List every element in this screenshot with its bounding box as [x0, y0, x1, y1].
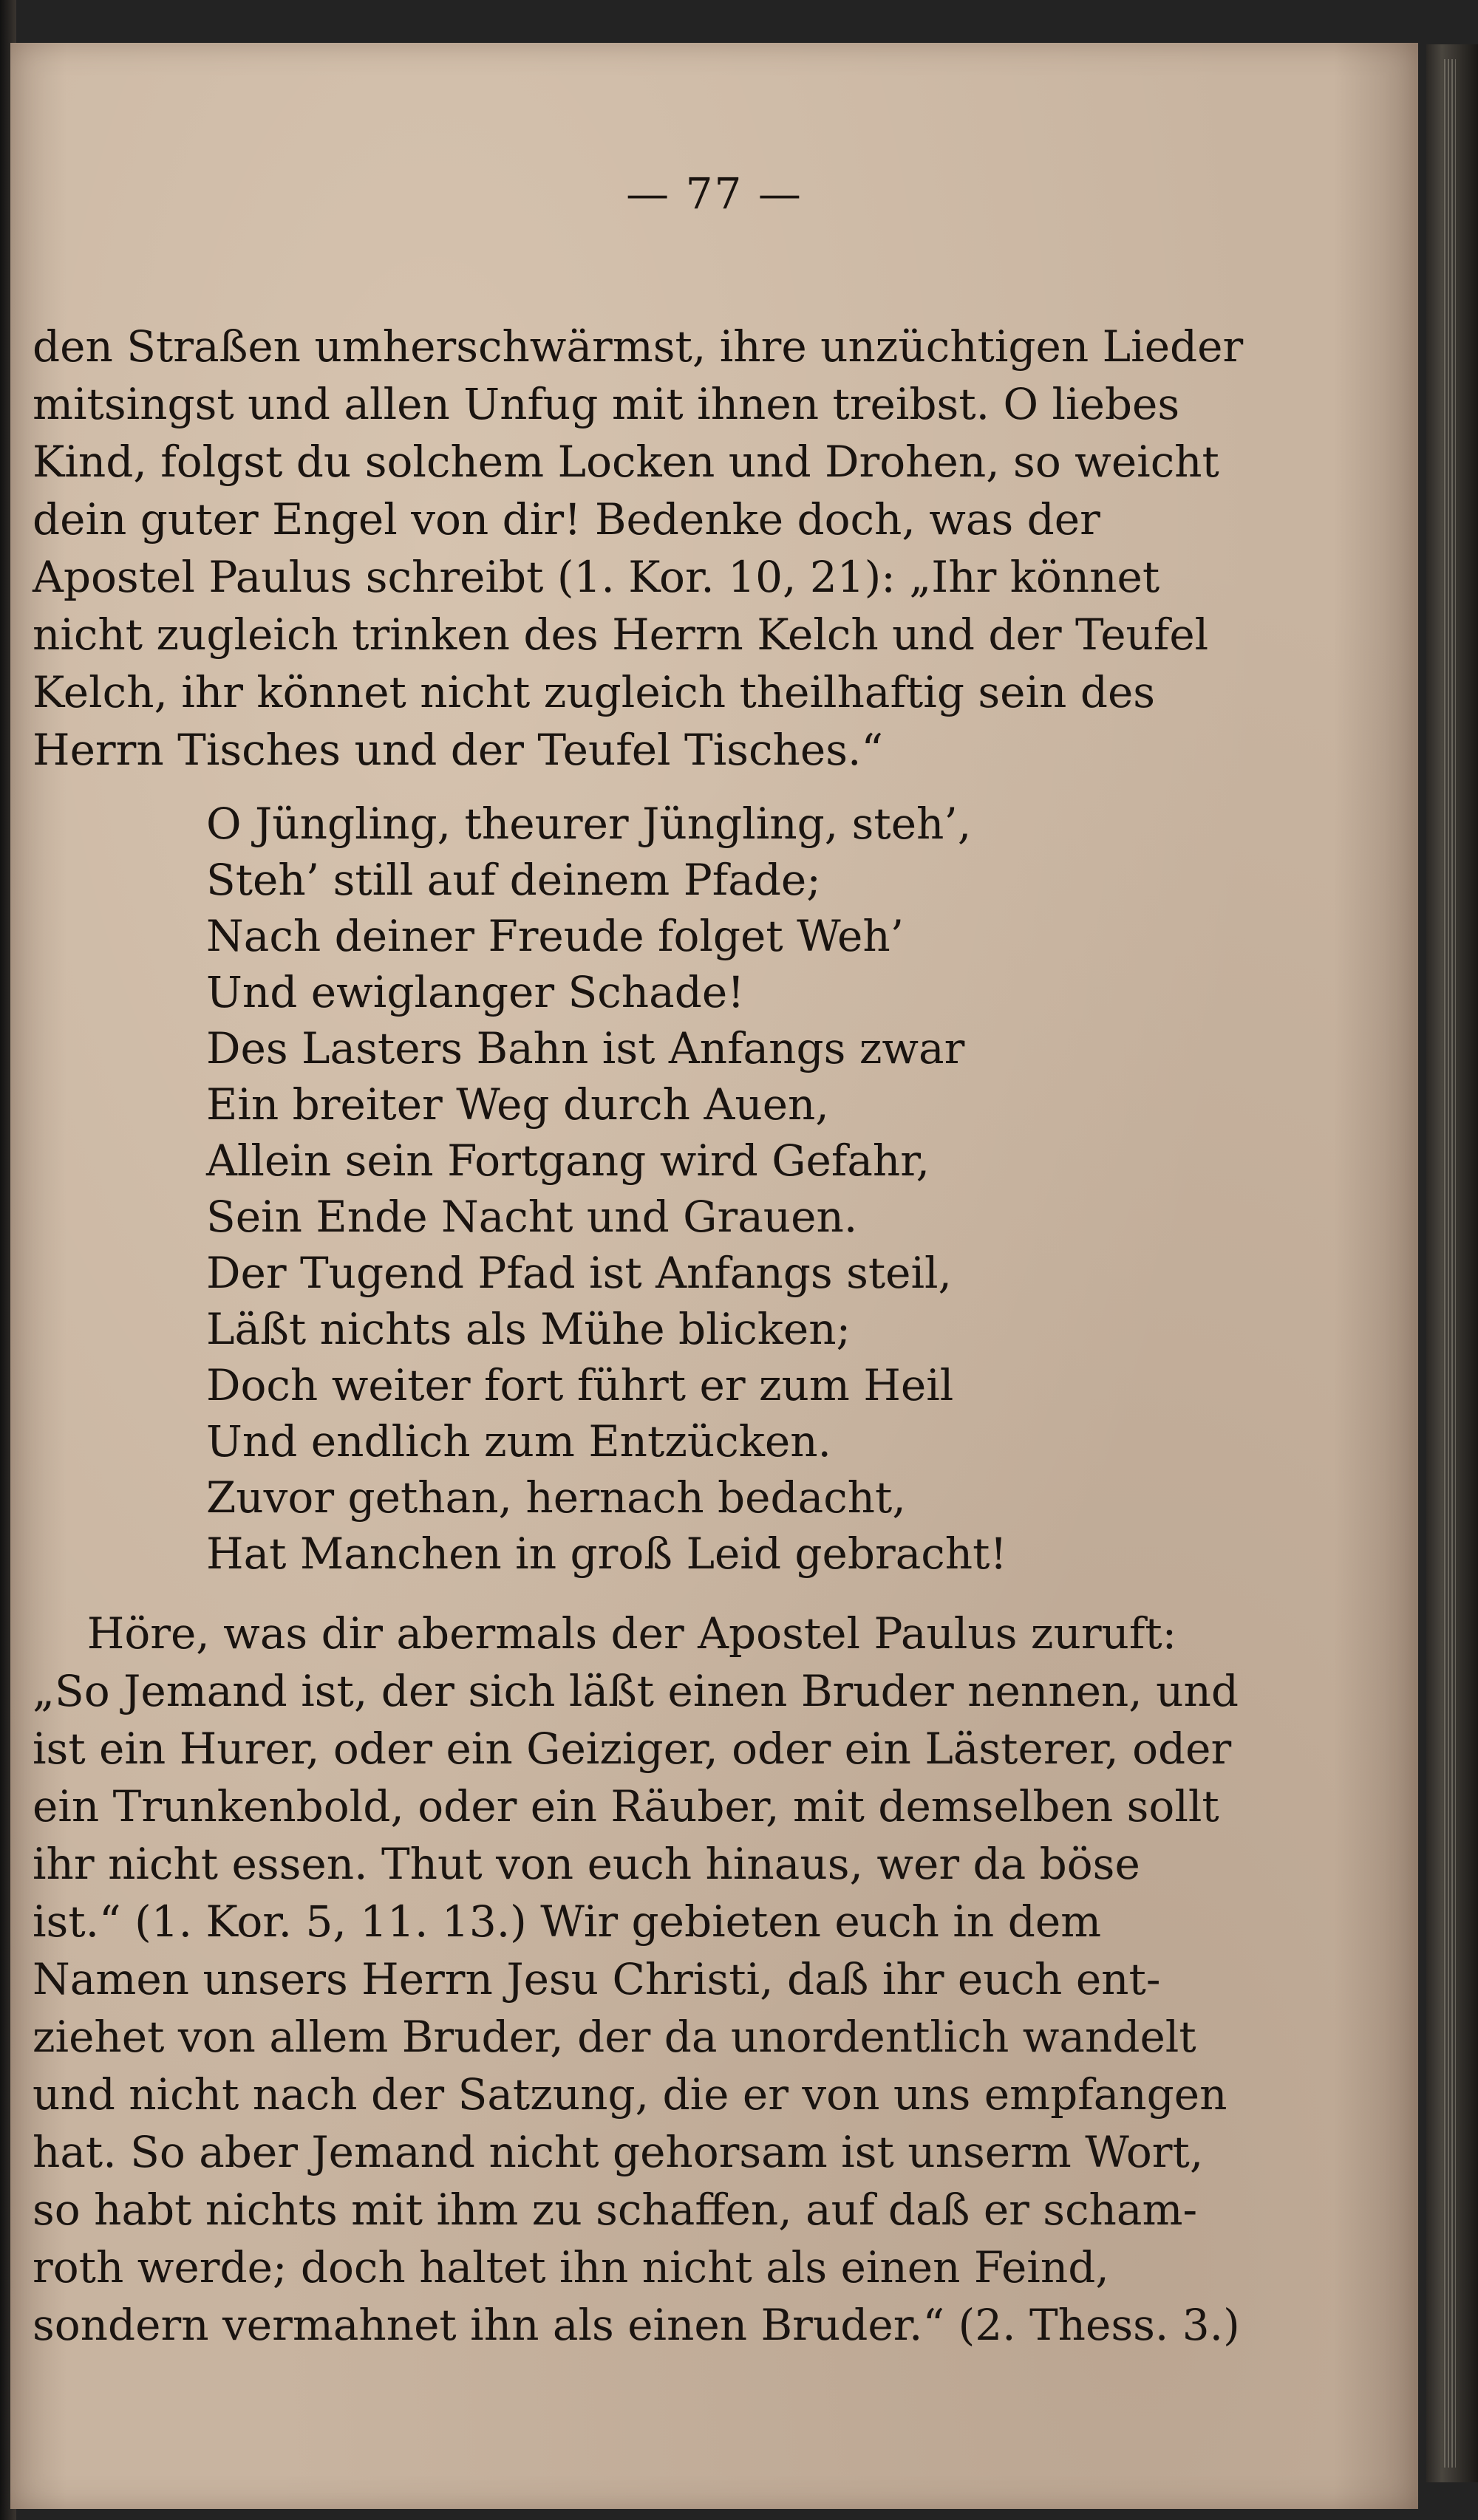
poem-line: Ein breiter Weg durch Auen, — [206, 1079, 829, 1130]
poem-line: Des Lasters Bahn ist Anfangs zwar — [206, 1023, 965, 1073]
paragraph-2-line: Namen unsers Herrn Jesu Christi, daß ihr euch ent- — [33, 1954, 1161, 2004]
paragraph-2-line: und nicht nach der Satzung, die er von uns empfangen — [33, 2069, 1227, 2120]
paragraph-1-line: Apostel Paulus schreibt (1. Kor. 10, 21): „Ihr könnet — [33, 552, 1160, 602]
poem-line: Und endlich zum Entzücken. — [206, 1416, 831, 1466]
paragraph-2-line: ziehet von allem Bruder, der da unordentlich wandelt — [33, 2012, 1196, 2062]
poem-line: O Jüngling, theurer Jüngling, steh’, — [206, 799, 972, 849]
poem-line: Der Tugend Pfad ist Anfangs steil, — [206, 1248, 952, 1298]
poem-line: Nach deiner Freude folget Weh’ — [206, 911, 905, 961]
poem-line: Hat Manchen in groß Leid gebracht! — [206, 1529, 1007, 1579]
paragraph-2-line: ein Trunkenbold, oder ein Räuber, mit demselben sollt — [33, 1781, 1219, 1831]
poem-line: Doch weiter fort führt er zum Heil — [206, 1360, 954, 1410]
paragraph-2-line: sondern vermahnet ihn als einen Bruder.“ (2. Thess. 3.) — [33, 2300, 1240, 2350]
paragraph-2-line: roth werde; doch haltet ihn nicht als einen Feind, — [33, 2242, 1109, 2292]
page-edge-stack — [1444, 59, 1456, 2468]
paragraph-2-line: ihr nicht essen. Thut von euch hinaus, wer da böse — [33, 1839, 1140, 1889]
paragraph-2-line: so habt nichts mit ihm zu schaffen, auf daß er scham- — [33, 2185, 1198, 2235]
page-number: — 77 — — [626, 168, 803, 219]
poem-line: Und ewiglanger Schade! — [206, 967, 745, 1017]
paragraph-1-line: Kelch, ihr könnet nicht zugleich theilhaftig sein des — [33, 667, 1156, 717]
poem-line: Steh’ still auf deinem Pfade; — [206, 855, 821, 905]
book-page — [10, 43, 1418, 2509]
paragraph-2-line: hat. So aber Jemand nicht gehorsam ist unserm Wort, — [33, 2127, 1204, 2177]
paragraph-2-line: ist ein Hurer, oder ein Geiziger, oder ein Lästerer, oder — [33, 1724, 1232, 1774]
paragraph-1-line: Kind, folgst du solchem Locken und Drohen, so weicht — [33, 437, 1219, 487]
paragraph-1-line: Herrn Tisches und der Teufel Tisches.“ — [33, 725, 884, 775]
poem-line: Allein sein Fortgang wird Gefahr, — [206, 1136, 930, 1186]
poem-line: Zuvor gethan, hernach bedacht, — [206, 1472, 906, 1523]
poem-line: Sein Ende Nacht und Grauen. — [206, 1192, 858, 1242]
paragraph-2-line: Höre, was dir abermals der Apostel Paulus zuruft: — [33, 1608, 1177, 1659]
paragraph-1-line: dein guter Engel von dir! Bedenke doch, was der — [33, 494, 1100, 544]
paragraph-1-line: mitsingst und allen Unfug mit ihnen treibst. O liebes — [33, 379, 1180, 429]
poem-line: Läßt nichts als Mühe blicken; — [206, 1304, 851, 1354]
paragraph-2-line: „So Jemand ist, der sich läßt einen Bruder nennen, und — [33, 1666, 1239, 1716]
paragraph-1-line: nicht zugleich trinken des Herrn Kelch und der Teufel — [33, 609, 1209, 660]
paragraph-2-line: ist.“ (1. Kor. 5, 11. 13.) Wir gebieten euch in dem — [33, 1896, 1102, 1947]
paragraph-1-line: den Straßen umherschwärmst, ihre unzüchtigen Lieder — [33, 321, 1244, 372]
